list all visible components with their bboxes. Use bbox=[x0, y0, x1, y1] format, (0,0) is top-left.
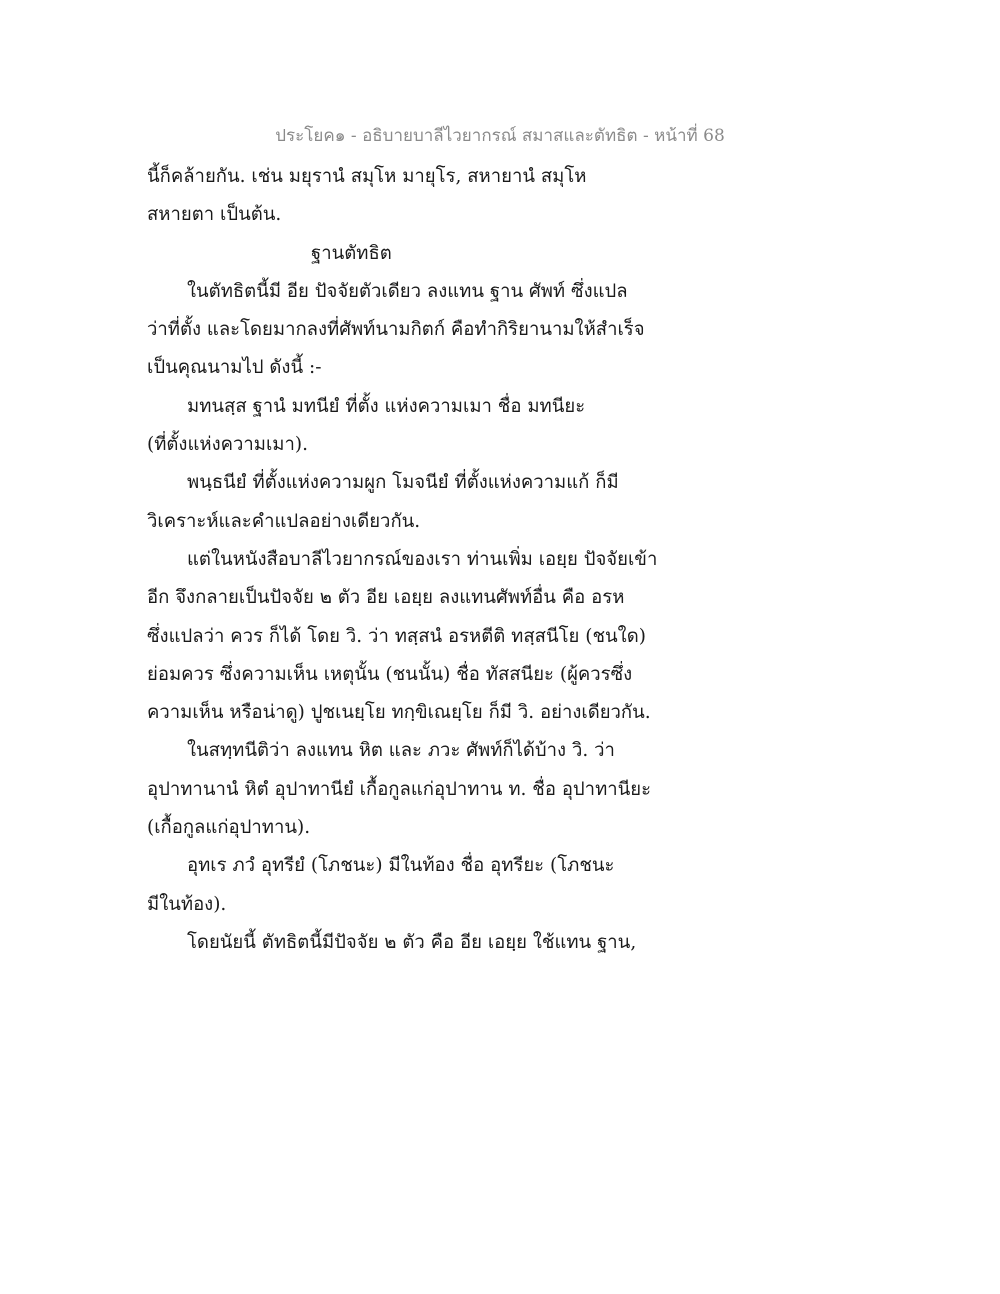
text-line: ย่อมควร ซึ่งความเห็น เหตุนั้น (ชนนั้น) ชื่อ ทัสสนียะ (ผู้ควรซึ่ง bbox=[147, 663, 633, 685]
text-line: (ที่ตั้งแห่งความเมา). bbox=[147, 434, 308, 456]
paragraph-start: ในตัทธิตนี้มี อีย ปัจจัยตัวเดียว ลงแทน ฐาน ศัพท์ ซึ่งแปล bbox=[187, 280, 628, 302]
page-body bbox=[147, 158, 692, 962]
text-line: ซึ่งแปลว่า ควร ก็ได้ โดย วิ. ว่า ทสฺสนํ อรหตีติ ทสฺสนีโย (ชนใด) bbox=[147, 625, 646, 647]
text-line: อีก จึงกลายเป็นปัจจัย ๒ ตัว อีย เอยฺย ลงแทนศัพท์อื่น คือ อรห bbox=[147, 587, 625, 609]
paragraph-start: ในสทฺทนีติว่า ลงแทน หิต และ ภวะ ศัพท์ก็ได้บ้าง วิ. ว่า bbox=[187, 740, 615, 762]
text-line: ความเห็น หรือน่าดู) ปูชเนยฺโย ทกฺขิเณยฺโย ก็มี วิ. อย่างเดียวกัน. bbox=[147, 702, 651, 724]
paragraph-start: พนฺธนียํ ที่ตั้งแห่งความผูก โมจนียํ ที่ตั้งแห่งความแก้ ก็มี bbox=[187, 472, 619, 494]
text-line: นี้ก็คล้ายกัน. เช่น มยุรานํ สมุโห มายุโร, สหายานํ สมุโห bbox=[147, 166, 587, 187]
text-line: มีในท้อง). bbox=[147, 893, 227, 915]
paragraph-start: อุทเร ภวํ อุทรียํ (โภชนะ) มีในท้อง ชื่อ อุทรียะ (โภชนะ bbox=[187, 855, 615, 877]
text-line: อุปาทานานํ หิตํ อุปาทานียํ เกื้อกูลแก่อุปาทาน ท. ชื่อ อุปาทานียะ bbox=[147, 778, 652, 800]
paragraph-start: มทนสฺส ฐานํ มทนียํ ที่ตั้ง แห่งความเมา ชื่อ มทนียะ bbox=[187, 395, 586, 417]
paragraph-start: โดยนัยนี้ ตัทธิตนี้มีปัจจัย ๒ ตัว คือ อีย เอยฺย ใช้แทน ฐาน, bbox=[187, 931, 637, 953]
section-heading: ฐานตัทธิต bbox=[311, 242, 392, 264]
paragraph-start: แต่ในหนังสือบาลีไวยากรณ์ของเรา ท่านเพิ่ม เอยฺย ปัจจัยเข้า bbox=[187, 548, 658, 570]
text-line: สหายตา เป็นต้น. bbox=[147, 204, 282, 226]
text-line: (เกื้อกูลแก่อุปาทาน). bbox=[147, 817, 311, 839]
page-header: ประโยค๑ - อธิบายบาลีไวยากรณ์ สมาสและตัทธิต - หน้าที่ 68 bbox=[275, 126, 725, 146]
text-line: ว่าที่ตั้ง และโดยมากลงที่ศัพท์นามกิตก์ คือทำกิริยานามให้สำเร็จ bbox=[147, 319, 645, 341]
text-line: วิเคราะห์และคำแปลอย่างเดียวกัน. bbox=[147, 510, 421, 532]
text-line: เป็นคุณนามไป ดังนี้ :- bbox=[147, 357, 322, 379]
